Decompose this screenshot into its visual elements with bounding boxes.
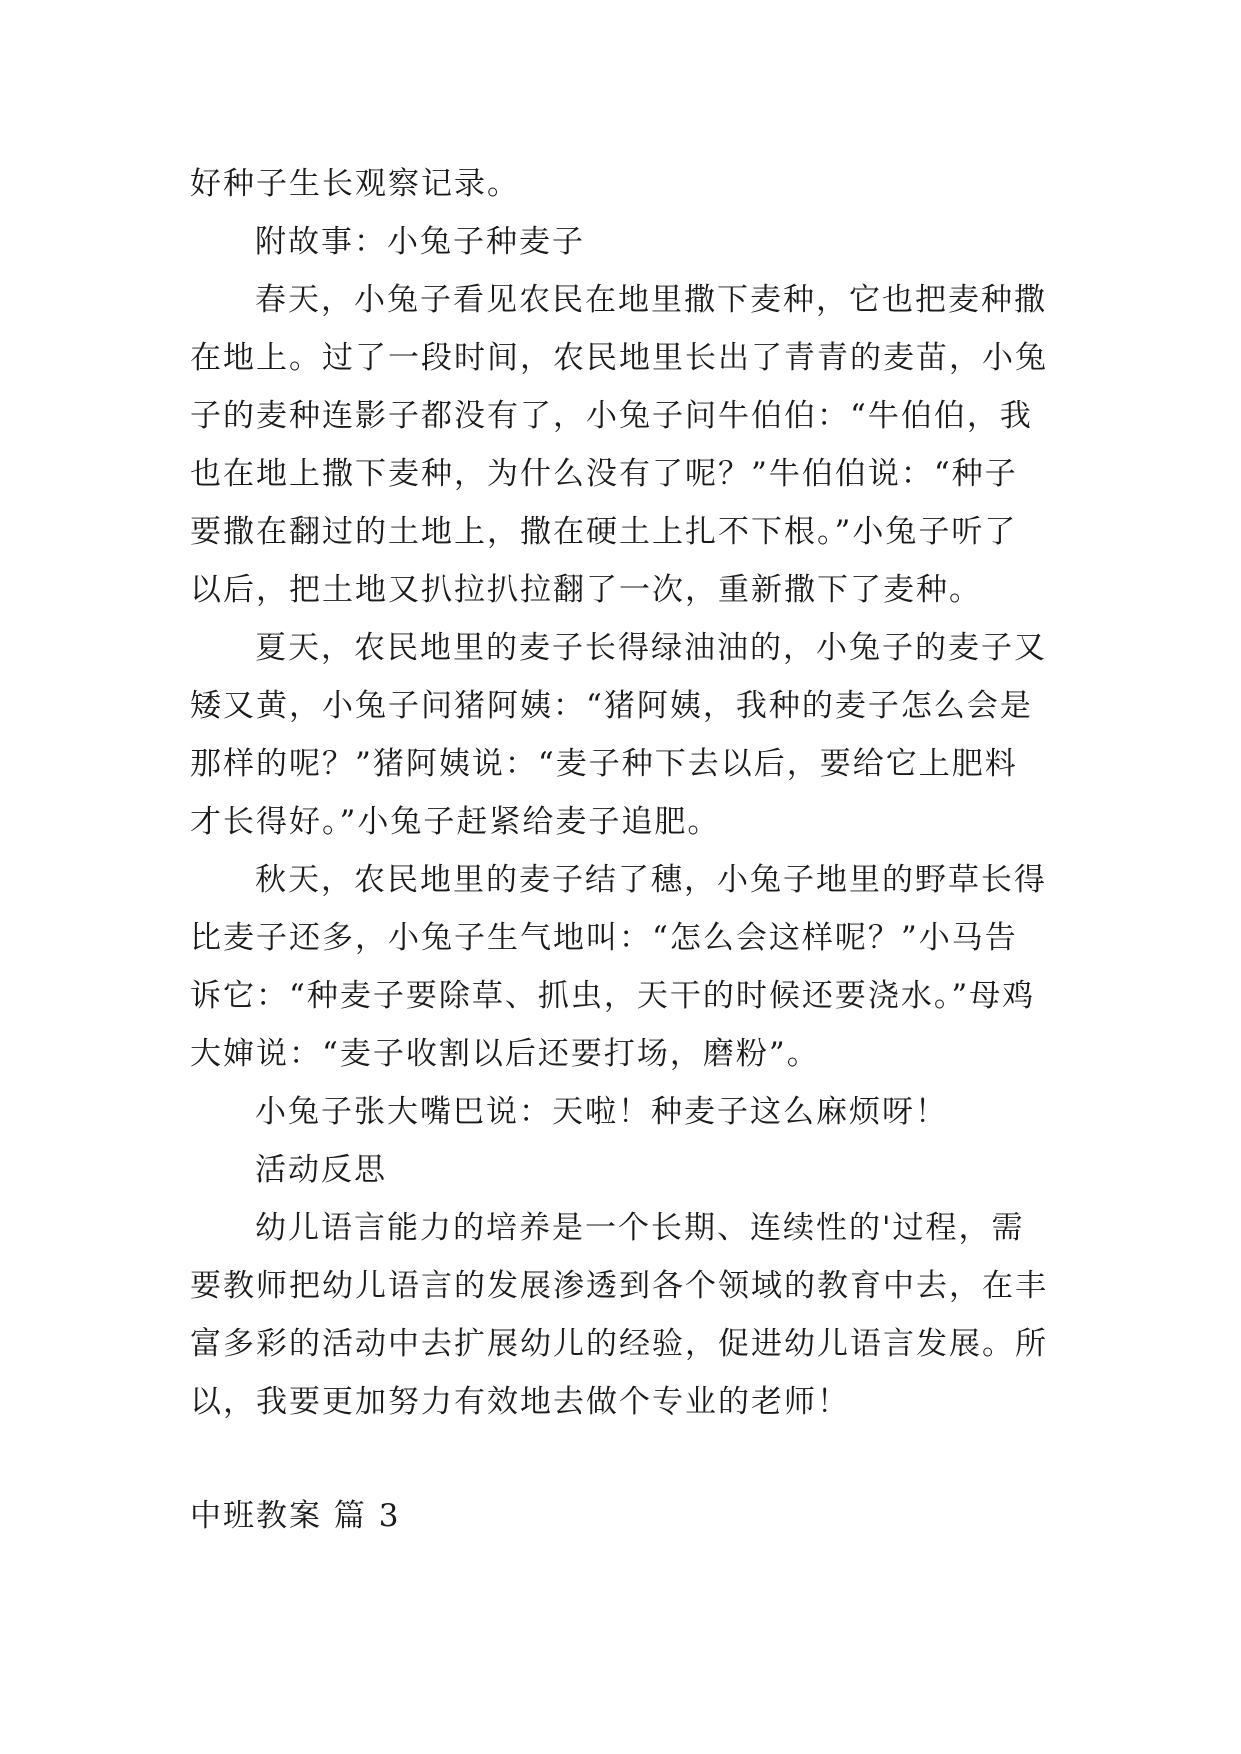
section-heading: 中班教案 篇 3 <box>190 1498 401 1534</box>
text-line: 以后，把土地又扒拉扒拉翻了一次，重新撒下了麦种。 <box>190 572 982 608</box>
document-body <box>190 155 1058 1431</box>
text-line: 要教师把幼儿语言的发展渗透到各个领域的教育中去，在丰 <box>190 1268 1048 1304</box>
text-line: 子的麦种连影子都没有了，小兔子问牛伯伯：“牛伯伯，我 <box>190 398 1033 434</box>
text-line: 秋天，农民地里的麦子结了穗，小兔子地里的野草长得 <box>255 862 1047 898</box>
text-line: 才长得好。”小兔子赶紧给麦子追肥。 <box>190 804 721 840</box>
text-line: 夏天，农民地里的麦子长得绿油油的，小兔子的麦子又 <box>255 630 1047 666</box>
story-title: 附故事：小兔子种麦子 <box>255 224 585 260</box>
text-line: 富多彩的活动中去扩展幼儿的经验，促进幼儿语言发展。所 <box>190 1326 1048 1362</box>
text-line: 比麦子还多，小兔子生气地叫：“怎么会这样呢？”小马告 <box>190 920 1018 956</box>
text-line: 矮又黄，小兔子问猪阿姨：“猪阿姨，我种的麦子怎么会是 <box>190 688 1033 724</box>
text-line: 那样的呢？”猪阿姨说：“麦子种下去以后，要给它上肥料 <box>190 746 1018 782</box>
text-line: 大婶说：“麦子收割以后还要打场，磨粉”。 <box>190 1036 820 1072</box>
text-line: 在地上。过了一段时间，农民地里长出了青青的麦苗，小兔 <box>190 340 1048 376</box>
text-line: 小兔子张大嘴巴说：天啦！种麦子这么麻烦呀！ <box>255 1094 948 1130</box>
text-line: 也在地上撒下麦种，为什么没有了呢？”牛伯伯说：“种子 <box>190 456 1018 492</box>
text-line: 春天，小兔子看见农民在地里撒下麦种，它也把麦种撒 <box>255 282 1047 318</box>
reflection-heading: 活动反思 <box>255 1152 387 1188</box>
text-line: 诉它：“种麦子要除草、抓虫，天干的时候还要浇水。”母鸡 <box>190 978 1036 1014</box>
text-line: 要撒在翻过的土地上，撒在硬土上扎不下根。”小兔子听了 <box>190 514 1018 550</box>
text-line: 以，我要更加努力有效地去做个专业的老师！ <box>190 1384 850 1420</box>
text-line: 幼儿语言能力的培养是一个长期、连续性的'过程，需 <box>255 1210 1025 1246</box>
text-line: 好种子生长观察记录。 <box>190 166 520 202</box>
